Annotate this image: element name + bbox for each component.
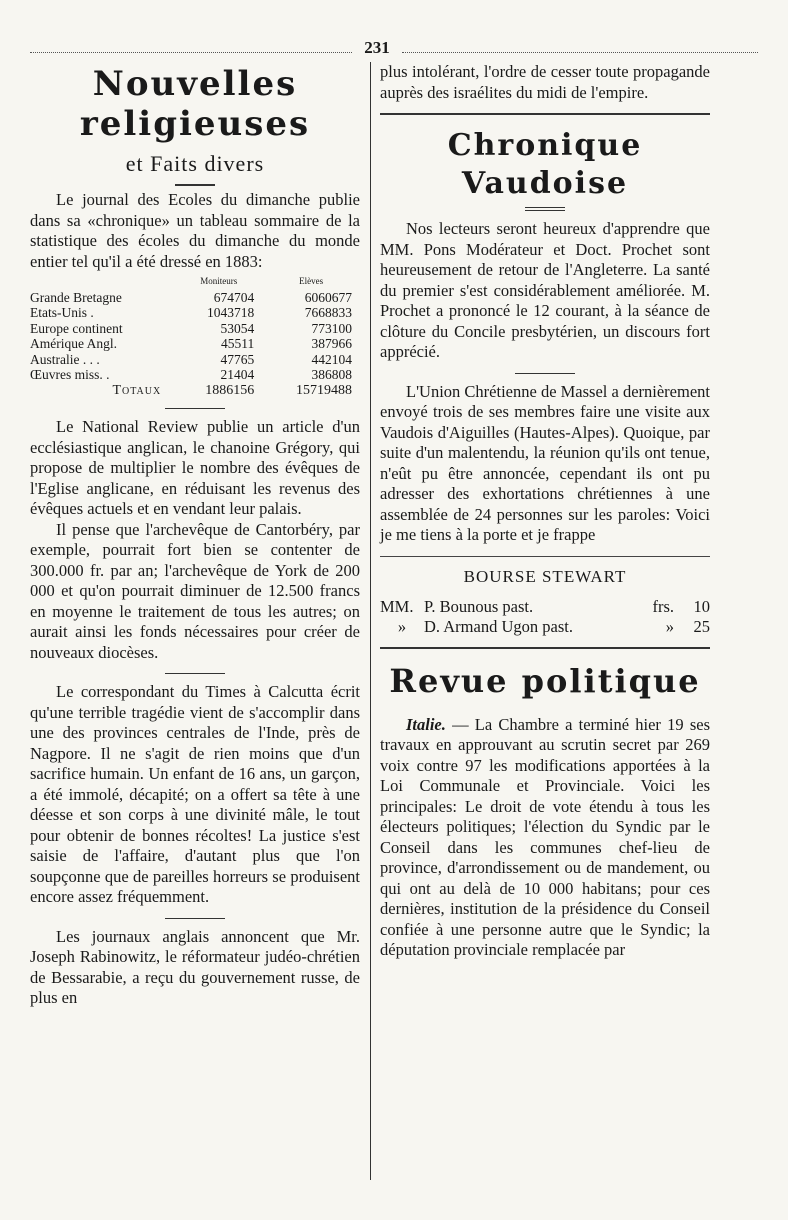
row-label: Europe continent <box>30 320 123 336</box>
section-rule <box>380 647 710 649</box>
row-eleves: 387966 <box>311 336 352 351</box>
article-cantorbery: Il pense que l'archevêque de Cantorbéry, par exemple, pourrait fort bien se contenter de 300.000 fr. par an; l'archevêque de York de 200 000 et qu'on pourrait diminuer de 12.500 francs en moyenne le traitement de tous les autres; on aurait ainsi les fonds nécessaires pour créer de nouveaux diocèses. <box>30 519 360 662</box>
bourse-unit: frs. <box>652 596 674 616</box>
article-journaux-anglais: Les journaux anglais annoncent que Mr. Joseph Rabinowitz, le réformateur judéo-chrétien de Bessarabie, a reçu du gouvernement russe, de plus en <box>30 926 360 1007</box>
col-eleves: Elèves <box>299 276 324 286</box>
total-eleves: 15719488 <box>296 382 352 398</box>
row-moniteurs: 47765 <box>220 351 255 367</box>
row-eleves: 773100 <box>311 320 352 336</box>
section-title-revue: Revue politique <box>389 661 701 700</box>
table-row <box>30 321 360 337</box>
col-moniteurs: Moniteurs <box>200 276 238 286</box>
bourse-prefix: MM. <box>380 596 414 616</box>
page-number: 231 <box>364 38 390 57</box>
left-column <box>30 62 360 1009</box>
bourse-name: P. Bounous past. <box>424 596 534 616</box>
separator <box>515 373 575 374</box>
row-label: Œuvres miss. . <box>30 367 110 382</box>
row-moniteurs: 53054 <box>220 320 255 336</box>
row-eleves: 386808 <box>311 367 352 382</box>
section-subtitle: et Faits divers <box>125 151 265 176</box>
row-moniteurs: 21404 <box>220 367 255 382</box>
bourse-prefix: » <box>397 616 407 636</box>
article-union-chretienne: L'Union Chrétienne de Massel a dernièrement envoyé trois de ses membres faire une visite aux Vaudois d'Aiguilles (Hautes-Alpes). Quoique, par suite d'un malentendu, la réunion qu'ils ont tenue, n'eût pu être annoncée, cependant ils ont pu adresser des exhortations chrétiennes à une assemblée de 24 personnes sur les paroles: Voici je me tiens à la porte et je frappe <box>380 381 710 544</box>
list-item <box>380 597 710 617</box>
table-total-row <box>30 383 360 399</box>
section-title-chronique: Chronique Vaudoise <box>447 128 643 201</box>
separator <box>165 408 225 409</box>
article-italie <box>380 715 710 961</box>
italie-text: — La Chambre a terminé hier 19 ses travaux en approuvant au scrutin secret par 269 voix contre 97 les modifications apportées à la Loi Communale et Provinciale. Voici les principales: Le droit de vote étendu à tous les électeurs politiques; l'élection du Syndic par le Conseil dans les communes chef-lieu de province, d'arrondissement ou de mandement, ou qui ont au delà de 10 000 habitans; pour ces dernières, institution de la présidence du Conseil confiée à une personne autre que le Syndic; la députation provinciale remplacée par <box>380 714 710 959</box>
row-label: Etats-Unis . <box>30 305 94 320</box>
row-moniteurs: 1043718 <box>206 305 255 320</box>
title-dash <box>525 207 565 211</box>
list-item <box>380 617 710 637</box>
article-lecteurs: Nos lecteurs seront heureux d'apprendre que MM. Pons Modérateur et Doct. Prochet sont heureusement de retour de l'Angleterre. La santé du premier s'est considérablement améliorée. M. Prochet a prononcé le 12 courant, à la séance de clôture du Concile presbytérien, un discours fort apprécié. <box>380 219 710 361</box>
statistics-table <box>30 274 360 398</box>
italie-label: Italie. <box>406 714 446 734</box>
article-ecoles-dimanche: Le journal des Ecoles du dimanche publie dans sa «chronique» un tableau sommaire de la statistique des écoles du dimanche du monde entier tel qu'il a été dressé en 1883: <box>30 190 360 271</box>
table-row <box>30 367 360 383</box>
article-times-calcutta: Le correspondant du Times à Calcutta écrit qu'une terrible tragédie vient de s'accomplir dans une des provinces centrales de l'Inde, près de Nagpore. Il ne s'agit de rien moins que d'un sacrifice humain. Un enfant de 16 ans, un garçon, a été immolé, décapité; on a offert sa tête à une déesse et son corps à une divinité mâle, le tout pour obtenir de bonnes récoltes! La justice s'est saisie de l'affaire, d'autant plus que l'on soupçonne que de pareilles horreurs se produisent encore assez fréquemment. <box>30 682 360 906</box>
table-row <box>30 305 360 321</box>
table-row <box>30 336 360 352</box>
bourse-amount: 25 <box>693 616 710 636</box>
section-title-nouvelles: Nouvelles religieuses <box>79 64 311 144</box>
table-row <box>30 352 360 368</box>
row-label: Australie . . . <box>30 351 100 367</box>
row-eleves: 6060677 <box>304 289 352 305</box>
article-continuation: plus intolérant, l'ordre de cesser toute propagande auprès des israélites du midi de l'empire. <box>380 62 710 102</box>
table-row <box>30 290 360 306</box>
header-dotted-rule-left <box>30 52 352 53</box>
separator <box>165 918 225 919</box>
row-eleves: 442104 <box>311 351 352 367</box>
table-header-row <box>30 274 360 290</box>
column-divider <box>370 62 371 1180</box>
row-moniteurs: 674704 <box>213 289 255 305</box>
total-label: Totaux <box>112 382 162 398</box>
right-column <box>380 62 710 961</box>
section-rule <box>380 556 710 557</box>
row-moniteurs: 45511 <box>220 336 255 351</box>
separator <box>165 673 225 674</box>
bourse-title: BOURSE STEWART <box>463 566 627 586</box>
header-dotted-rule-right <box>402 52 758 53</box>
row-eleves: 7668833 <box>304 305 352 320</box>
row-label: Grande Bretagne <box>30 289 122 305</box>
bourse-name: D. Armand Ugon past. <box>424 616 573 636</box>
row-label: Amérique Angl. <box>30 336 117 351</box>
bourse-unit: » <box>665 616 674 636</box>
title-dash <box>175 184 215 186</box>
section-rule <box>380 113 710 115</box>
bourse-amount: 10 <box>693 596 710 616</box>
total-moniteurs: 1886156 <box>205 382 255 398</box>
article-national-review: Le National Review publie un article d'un ecclésiastique anglican, le chanoine Grégory, qui propose de multiplier le nombre des évêques de l'Eglise anglicane, en réduisant les revenus des évêques actuels et en vendant leur palais. <box>30 417 360 518</box>
